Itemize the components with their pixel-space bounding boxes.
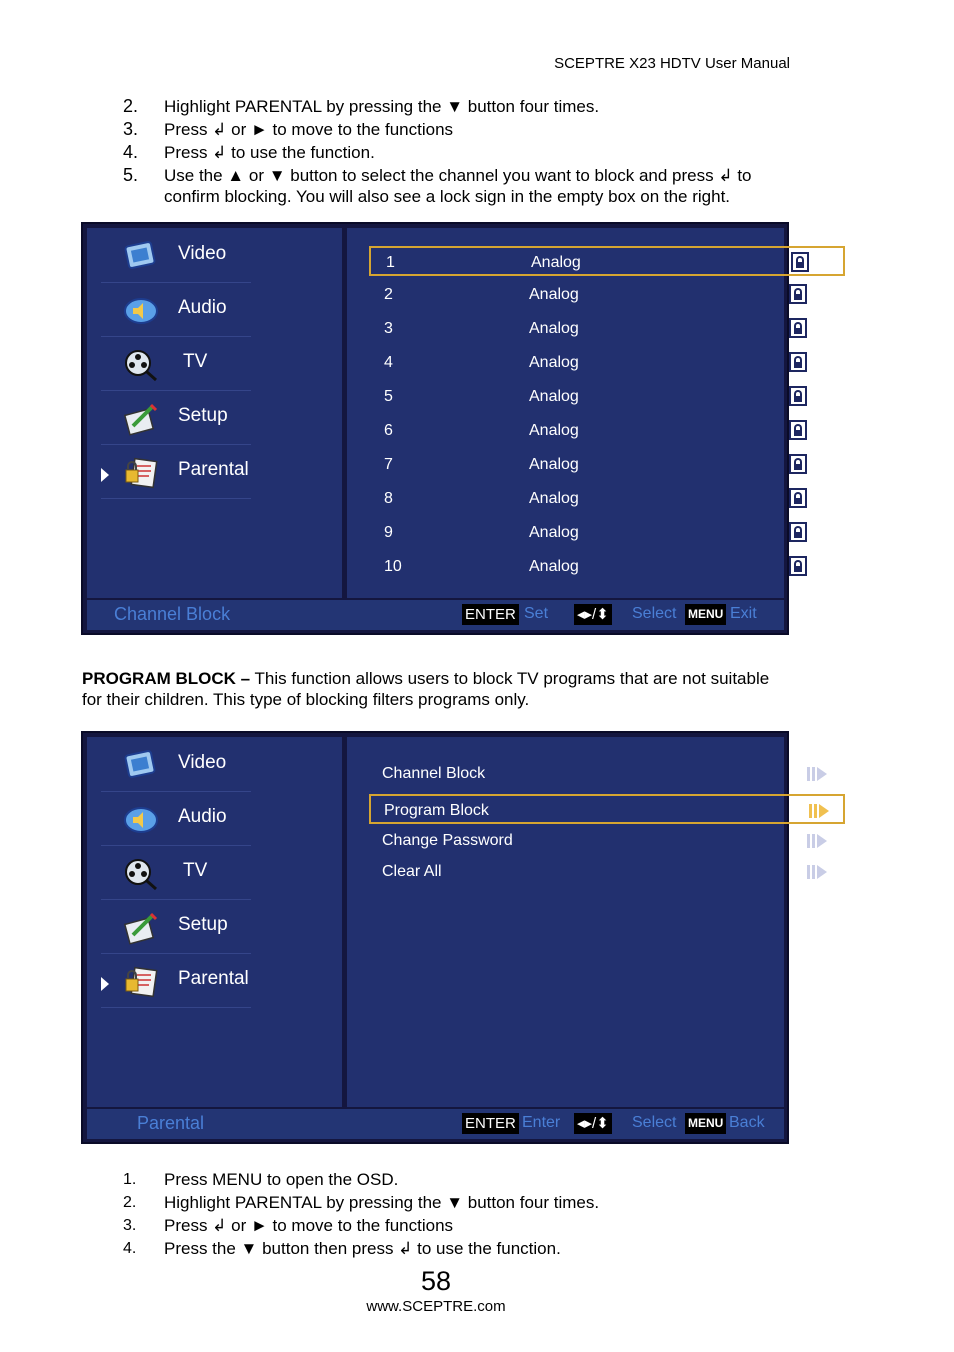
lock-icon	[789, 318, 807, 338]
option-program-block[interactable]: Program Block	[369, 794, 845, 824]
channel-row[interactable]: 1 Analog	[369, 246, 845, 276]
option-channel-block[interactable]: Channel Block	[369, 759, 845, 789]
step: 3. Press ↲ or ► to move to the functions	[123, 119, 454, 139]
channel-list	[83, 228, 785, 598]
osd-menu-video[interactable]: Video	[101, 228, 251, 283]
step: 4. Press the ▼ button then press ↲ to use the function.	[123, 1239, 561, 1258]
page-header: SCEPTRE X23 HDTV User Manual	[554, 55, 790, 72]
footer-title: Parental	[137, 1113, 205, 1133]
step: 2. Highlight PARENTAL by pressing the ▼ button four times.	[123, 96, 600, 116]
lock-icon	[789, 352, 807, 372]
page-number: 58	[420, 1266, 452, 1296]
lock-icon	[789, 284, 807, 304]
lock-icon	[789, 420, 807, 440]
footer-title: Channel Block	[114, 604, 231, 624]
channel-row[interactable]: 8 Analog	[369, 484, 845, 514]
osd-menu-setup[interactable]: Setup	[101, 390, 251, 445]
channel-row[interactable]: 2 Analog	[369, 280, 845, 310]
menu-key: MENU	[685, 1113, 726, 1134]
osd-menu-parental[interactable]: Parental	[101, 444, 251, 499]
channel-row[interactable]: 5 Analog	[369, 382, 845, 412]
osd-parental	[81, 731, 789, 1144]
channel-row[interactable]: 9 Analog	[369, 518, 845, 548]
menu-action: Back	[729, 1114, 765, 1131]
lock-icon	[789, 488, 807, 508]
enter-key: ENTER	[462, 604, 519, 625]
step: 4. Press ↲ to use the function.	[123, 142, 375, 162]
osd-menu-tv[interactable]: TV	[101, 336, 251, 391]
option-clear-all[interactable]: Clear All	[369, 857, 845, 887]
enter-arrow-icon	[809, 804, 831, 818]
lock-icon	[789, 556, 807, 576]
menu-action: Exit	[730, 605, 757, 622]
step: 2. Highlight PARENTAL by pressing the ▼ button four times.	[123, 1193, 600, 1212]
lock-icon	[789, 454, 807, 474]
channel-row[interactable]: 10 Analog	[369, 552, 845, 582]
nav-key: ◂▸/⬍	[574, 604, 612, 625]
step: 1. Press MENU to open the OSD.	[123, 1170, 399, 1189]
channel-row[interactable]: 7 Analog	[369, 450, 845, 480]
enter-key: ENTER	[462, 1113, 519, 1134]
option-change-password[interactable]: Change Password	[369, 826, 845, 856]
osd-menu-tv[interactable]: TV	[101, 845, 251, 900]
osd-menu-audio[interactable]: Audio	[101, 791, 251, 846]
lock-icon	[789, 522, 807, 542]
enter-action: Enter	[522, 1114, 561, 1131]
parental-options	[83, 737, 785, 1107]
nav-action: Select	[632, 605, 677, 622]
osd-channel-block	[81, 222, 789, 635]
channel-row[interactable]: 4 Analog	[369, 348, 845, 378]
program-block-paragraph: PROGRAM BLOCK – This function allows users to block TV programs that are not suitable for their children. This type of blocking filters programs only.	[82, 669, 770, 709]
osd-menu-setup[interactable]: Setup	[101, 899, 251, 954]
enter-arrow-icon	[807, 767, 829, 781]
menu-key: MENU	[685, 604, 726, 625]
nav-key: ◂▸/⬍	[574, 1113, 612, 1134]
osd-footer	[87, 600, 784, 630]
enter-arrow-icon	[807, 865, 829, 879]
step: 3. Press ↲ or ► to move to the functions	[123, 1216, 454, 1235]
osd-footer	[87, 1109, 784, 1139]
osd-menu-video[interactable]: Video	[101, 737, 251, 792]
step: 5. Use the ▲ or ▼ button to select the channel you want to block and press ↲ to confirm blocking. You will also see a lock sign in the empty box on the right.	[123, 165, 752, 206]
osd-menu-parental[interactable]: Parental	[101, 953, 251, 1008]
enter-arrow-icon	[807, 834, 829, 848]
steps-top	[123, 96, 790, 209]
footer-url: www.SCEPTRE.com	[366, 1298, 506, 1315]
steps-bottom	[123, 1169, 599, 1261]
nav-action: Select	[632, 1114, 677, 1131]
osd-menu-audio[interactable]: Audio	[101, 282, 251, 337]
channel-row[interactable]: 6 Analog	[369, 416, 845, 446]
channel-row[interactable]: 3 Analog	[369, 314, 845, 344]
lock-icon	[789, 386, 807, 406]
lock-icon	[791, 252, 809, 272]
enter-action: Set	[524, 605, 549, 622]
